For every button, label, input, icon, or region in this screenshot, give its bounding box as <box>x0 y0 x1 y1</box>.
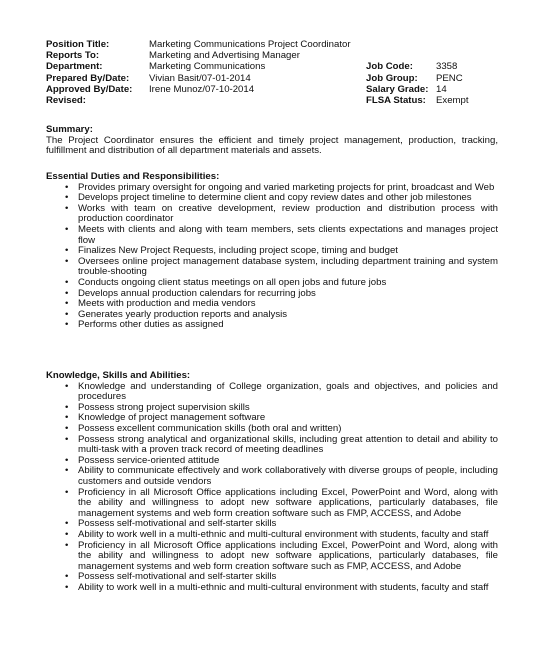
bullet-icon: • <box>65 245 69 257</box>
bullet-icon: • <box>65 287 69 299</box>
list-item-text: Conducts ongoing client status meetings on all open jobs and future jobs <box>78 276 387 288</box>
list-item-text: Proficiency in all Microsoft Office applications including Excel, PowerPoint and Word, along with the ability and willingness to adopt new software applications, particularly databases, file management systems and web form creation software such as FMP, ACCESS, and Adobe <box>78 486 498 519</box>
header-label: Position Title: <box>46 39 110 50</box>
header-label: Approved By/Date: <box>46 83 133 95</box>
bullet-icon: • <box>65 380 69 392</box>
header-label: Reports To: <box>46 50 100 62</box>
header-label: Job Code: <box>366 61 413 73</box>
list-item-text: Possess self-motivational and self-starter skills <box>78 571 277 583</box>
list-item-text: Meets with clients and along with team members, sets clients expectations and manages project flow <box>78 223 498 246</box>
list-item-text: Meets with production and media vendors <box>78 298 256 310</box>
duties-list <box>46 183 498 331</box>
bullet-icon: • <box>65 433 69 445</box>
bullet-icon: • <box>65 298 69 310</box>
header-info-table <box>0 40 540 107</box>
header-value: 3358 <box>436 61 458 73</box>
header-label: Prepared By/Date: <box>46 72 130 84</box>
bullet-icon: • <box>65 308 69 320</box>
header-label: Salary Grade: <box>366 83 429 95</box>
bullet-icon: • <box>65 571 69 583</box>
list-item <box>46 204 498 225</box>
list-item-text: Possess excellent communication skills (both oral and written) <box>78 422 342 434</box>
bullet-icon: • <box>65 223 69 235</box>
list-item <box>46 320 498 331</box>
list-item-text: Develops annual production calendars for recurring jobs <box>78 287 316 299</box>
list-item <box>46 466 498 487</box>
list-item <box>46 583 498 594</box>
list-item-text: Develops project timeline to determine client and copy review dates and other job milestones <box>78 192 472 204</box>
bullet-icon: • <box>65 412 69 424</box>
bullet-icon: • <box>65 319 69 331</box>
bullet-icon: • <box>65 454 69 466</box>
bullet-icon: • <box>65 422 69 434</box>
list-item-text: Possess strong project supervision skills <box>78 401 250 413</box>
list-item-text: Finalizes New Project Requests, including project scope, timing and budget <box>78 245 398 257</box>
list-item-text: Ability to work well in a multi-ethnic and multi-cultural environment with students, faculty and staff <box>78 581 489 593</box>
header-value: Marketing Communications Project Coordinator <box>149 39 351 50</box>
list-item-text: Knowledge and understanding of College organization, goals and objectives, and policies and procedures <box>78 380 498 403</box>
section-title: Summary: <box>46 124 93 135</box>
ksa-section <box>46 371 498 593</box>
list-item <box>46 225 498 246</box>
header-value: Irene Munoz/07-10-2014 <box>149 83 255 95</box>
bullet-icon: • <box>65 181 69 193</box>
list-item-text: Ability to communicate effectively and work collaboratively with diverse groups of people, including customers and outside vendors <box>78 465 498 487</box>
list-item-text: Possess self-motivational and self-starter skills <box>78 518 277 530</box>
list-item-text: Performs other duties as assigned <box>78 319 224 331</box>
bullet-icon: • <box>65 518 69 530</box>
header-value: Vivian Basit/07-01-2014 <box>149 72 251 84</box>
list-item-text: Works with team on creative development, review production and distribution process with production coordinator <box>78 202 498 225</box>
bullet-icon: • <box>65 486 69 498</box>
bullet-icon: • <box>65 276 69 288</box>
header-value: PENC <box>436 72 463 84</box>
header-value: Marketing and Advertising Manager <box>149 50 300 62</box>
header-row <box>0 62 540 73</box>
bullet-icon: • <box>65 401 69 413</box>
header-value: Marketing Communications <box>149 61 266 73</box>
duties-section <box>46 172 498 331</box>
ksa-list <box>46 382 498 594</box>
header-value: Exempt <box>436 94 469 106</box>
section-title: Essential Duties and Responsibilities: <box>46 171 220 182</box>
list-item-text: Possess strong analytical and organizational skills, including great attention to detail and ability to multi-task with a proven track record of meeting deadlines <box>78 433 498 456</box>
header-row <box>0 96 540 107</box>
list-item-text: Knowledge of project management software <box>78 412 266 424</box>
bullet-icon: • <box>65 539 69 551</box>
bullet-icon: • <box>65 581 69 593</box>
list-item-text: Oversees online project management database system, including department training and system trouble-shooting <box>78 255 498 278</box>
list-item <box>46 382 498 403</box>
list-item <box>46 541 498 573</box>
bullet-icon: • <box>65 528 69 540</box>
list-item <box>46 435 498 456</box>
header-label: Revised: <box>46 94 86 106</box>
bullet-icon: • <box>65 192 69 204</box>
list-item <box>46 488 498 520</box>
header-label: Job Group: <box>366 72 418 84</box>
summary-section <box>46 125 498 157</box>
bullet-icon: • <box>65 255 69 267</box>
list-item-text: Generates yearly production reports and analysis <box>78 308 288 320</box>
list-item-text: Ability to work well in a multi-ethnic and multi-cultural environment with students, faculty and staff <box>78 528 489 540</box>
section-title: Knowledge, Skills and Abilities: <box>46 370 191 381</box>
list-item-text: Possess service-oriented attitude <box>78 454 220 466</box>
list-item <box>46 257 498 278</box>
bullet-icon: • <box>65 465 69 477</box>
list-item-text: Provides primary oversight for ongoing and varied marketing projects for print, broadcast and Web <box>78 181 495 193</box>
header-value: 14 <box>436 83 447 95</box>
header-label: Department: <box>46 61 103 73</box>
summary-text: The Project Coordinator ensures the efficient and timely project management, production, tracking, fulfillment and distribution of all department materials and assets. <box>46 134 498 157</box>
list-item-text: Proficiency in all Microsoft Office applications including Excel, PowerPoint and Word, along with the ability and willingness to adopt new software applications, particularly databases, file management systems and web form creation software such as FMP, ACCESS, and Adobe <box>78 539 498 572</box>
header-label: FLSA Status: <box>366 94 426 106</box>
bullet-icon: • <box>65 202 69 214</box>
